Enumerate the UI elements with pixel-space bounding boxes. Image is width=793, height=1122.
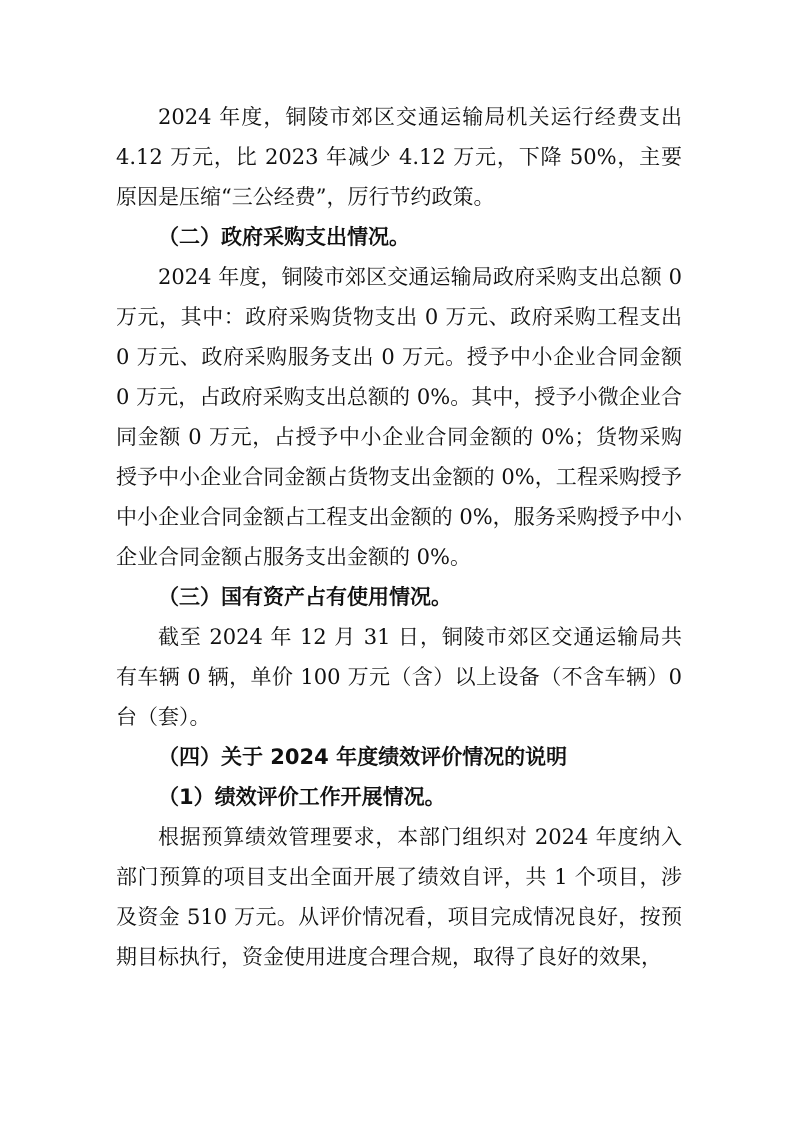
heading-performance-evaluation: （四）关于 2024 年度绩效评价情况的说明 — [158, 745, 568, 769]
paragraph-operating-expenses: 2024 年度，铜陵市郊区交通运输局机关运行经费支出4.12 万元，比 2023 年减少 4.12 万元，下降 50%，主要原因是压缩“三公经费”，厉行节约政策。 — [116, 105, 682, 209]
paragraph-government-procurement: 2024 年度，铜陵市郊区交通运输局政府采购支出总额 0 万元，其中：政府采购货物支出 0 万元、政府采购工程支出 0 万元、政府采购服务支出 0 万元。授予中小企业合同金额 0 万元，占政府采购支出总额的 0%。其中，授予小微企业合同金额 0 万元，占授予中小企业合同金额的 0%；货物采购授予中小企业合同金额占货物支出金额的 0%，工程采购授予中小企业合同金额占工程支出金额的 0%，服务采购授予中小企业合同金额占服务支出金额的 0%。 — [116, 265, 682, 569]
heading-evaluation-work: （1）绩效评价工作开展情况。 — [158, 785, 446, 809]
paragraph-evaluation-work: 根据预算绩效管理要求，本部门组织对 2024 年度纳入部门预算的项目支出全面开展了绩效自评，共 1 个项目，涉及资金 510 万元。从评价情况看，项目完成情况良好，按预期目标执行，资金使用进度合理合规，取得了良好的效果， — [116, 825, 682, 969]
heading-state-assets: （三）国有资产占有使用情况。 — [158, 585, 452, 609]
paragraph-state-assets: 截至 2024 年 12 月 31 日，铜陵市郊区交通运输局共有车辆 0 辆，单价 100 万元（含）以上设备（不含车辆）0 台（套）。 — [116, 625, 682, 729]
document-page — [116, 97, 682, 977]
heading-government-procurement: （二）政府采购支出情况。 — [158, 225, 410, 249]
